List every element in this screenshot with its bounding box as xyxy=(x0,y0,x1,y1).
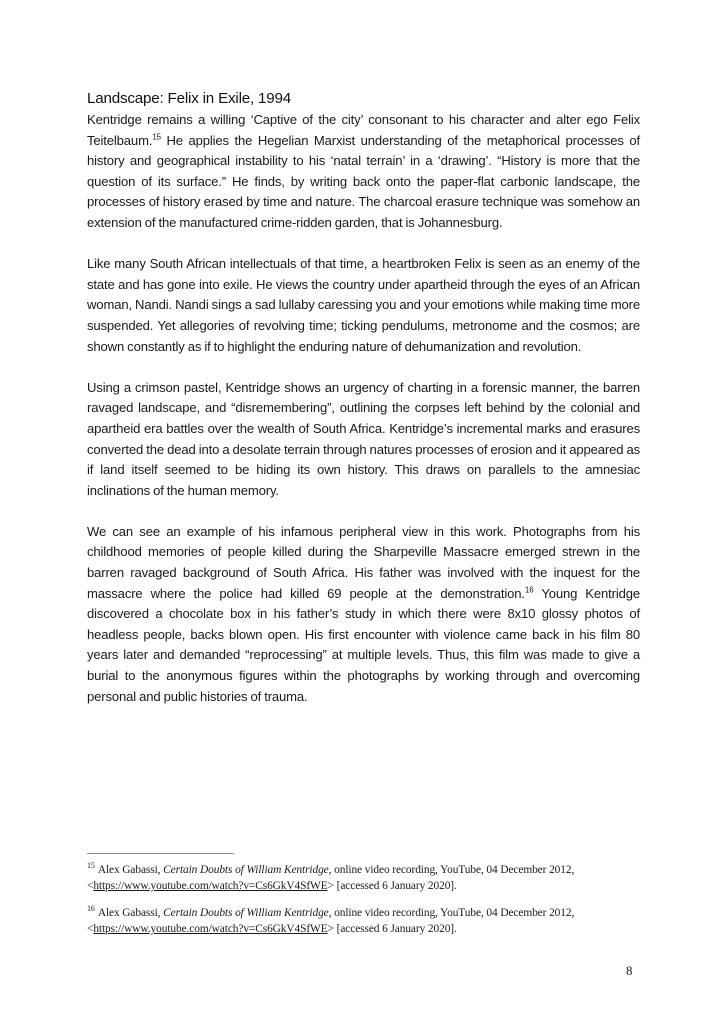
footnote-author: Alex Gabassi, xyxy=(97,864,164,876)
footnote-author: Alex Gabassi, xyxy=(97,907,164,919)
paragraph-1 xyxy=(87,110,640,234)
body-content xyxy=(87,89,640,728)
footnote-details: , online video recording, YouTube, 04 December 2012, < xyxy=(87,864,575,892)
footnote-number: 16 xyxy=(87,904,95,914)
paragraph-text: Like many South African intellectuals of that time, a heartbroken Felix is seen as an enemy of the state and has gone into exile. He views the country under apartheid through the eyes of an African woman, Nandi. Nandi sings a sad lullaby caressing you and your emotions while making time more suspended. Yet allegories of revolving time; ticking pendulums, metronome and the cosmos; are shown constantly as if to highlight the enduring nature of dehumanization and revolution. xyxy=(87,256,640,354)
footnote-accessed: > [accessed 6 January 2020]. xyxy=(327,880,457,892)
section-heading: Landscape: Felix in Exile, 1994 xyxy=(87,90,292,107)
footnote-accessed: > [accessed 6 January 2020]. xyxy=(327,923,457,935)
footnote-reference-16[interactable]: 16 xyxy=(524,585,534,595)
paragraph-text: We can see an example of his infamous peripheral view in this work. Photographs from his childhood memories of people killed during the Sharpeville Massacre emerged strewn in the barren ravaged background of South Africa. His father was involved with the inquest for the massacre where the police had killed 69 people at the demonstration. xyxy=(87,523,640,601)
paragraph-text: Kentridge remains a willing ‘Captive of the city’ consonant to his character and alter ego Felix Teitelbaum. xyxy=(87,112,640,148)
paragraph-text: Using a crimson pastel, Kentridge shows an urgency of charting in a forensic manner, the barren ravaged landscape, and “disremembering”, outlining the corpses left behind by the colonial and apartheid era battles over the wealth of South Africa. Kentridge’s incremental marks and erasures converted the dead into a desolate terrain through natures processes of erosion and it appeared as if land itself seemed to be hiding its own history. This draws on parallels to the amnesiac inclinations of the human memory. xyxy=(87,379,640,498)
footnote-15 xyxy=(87,862,632,894)
footnotes xyxy=(87,862,632,948)
paragraph-text: Young Kentridge discovered a chocolate box in his father’s study in which there were 8x10 glossy photos of headless people, backs blown open. His first encounter with violence came back in his film 80 years later and demanded “reprocessing” at multiple levels. Thus, this film was made to give a burial to the anonymous figures within the photographs by working through and overcoming personal and public histories of trauma. xyxy=(87,585,641,704)
paragraph-3 xyxy=(87,378,640,502)
footnote-title: Certain Doubts of William Kentridge xyxy=(163,864,329,876)
footnote-reference-15[interactable]: 15 xyxy=(152,132,161,142)
footnote-details: , online video recording, YouTube, 04 December 2012, < xyxy=(87,907,575,935)
page-number: 8 xyxy=(626,963,633,978)
footnote-link[interactable]: https://www.youtube.com/watch?v=Cs6GkV4SfWE xyxy=(93,923,328,935)
footnote-separator xyxy=(87,853,234,854)
footnote-16 xyxy=(87,905,632,937)
paragraph-4 xyxy=(87,522,640,707)
paragraph-text: He applies the Hegelian Marxist understanding of the metaphorical processes of history and geographical instability to his ‘natal terrain’ in a ‘drawing’. “History is more that the question of its surface.” He finds, by writing back onto the paper-flat carbonic landscape, the processes of history erased by time and nature. The charcoal erasure technique was somehow an extension of the manufactured crime-ridden garden, that is Johannesburg. xyxy=(87,132,640,230)
footnote-number: 15 xyxy=(87,861,95,871)
paragraph-2 xyxy=(87,254,640,357)
footnote-link[interactable]: https://www.youtube.com/watch?v=Cs6GkV4SfWE xyxy=(93,880,328,892)
footnote-title: Certain Doubts of William Kentridge xyxy=(163,907,329,919)
